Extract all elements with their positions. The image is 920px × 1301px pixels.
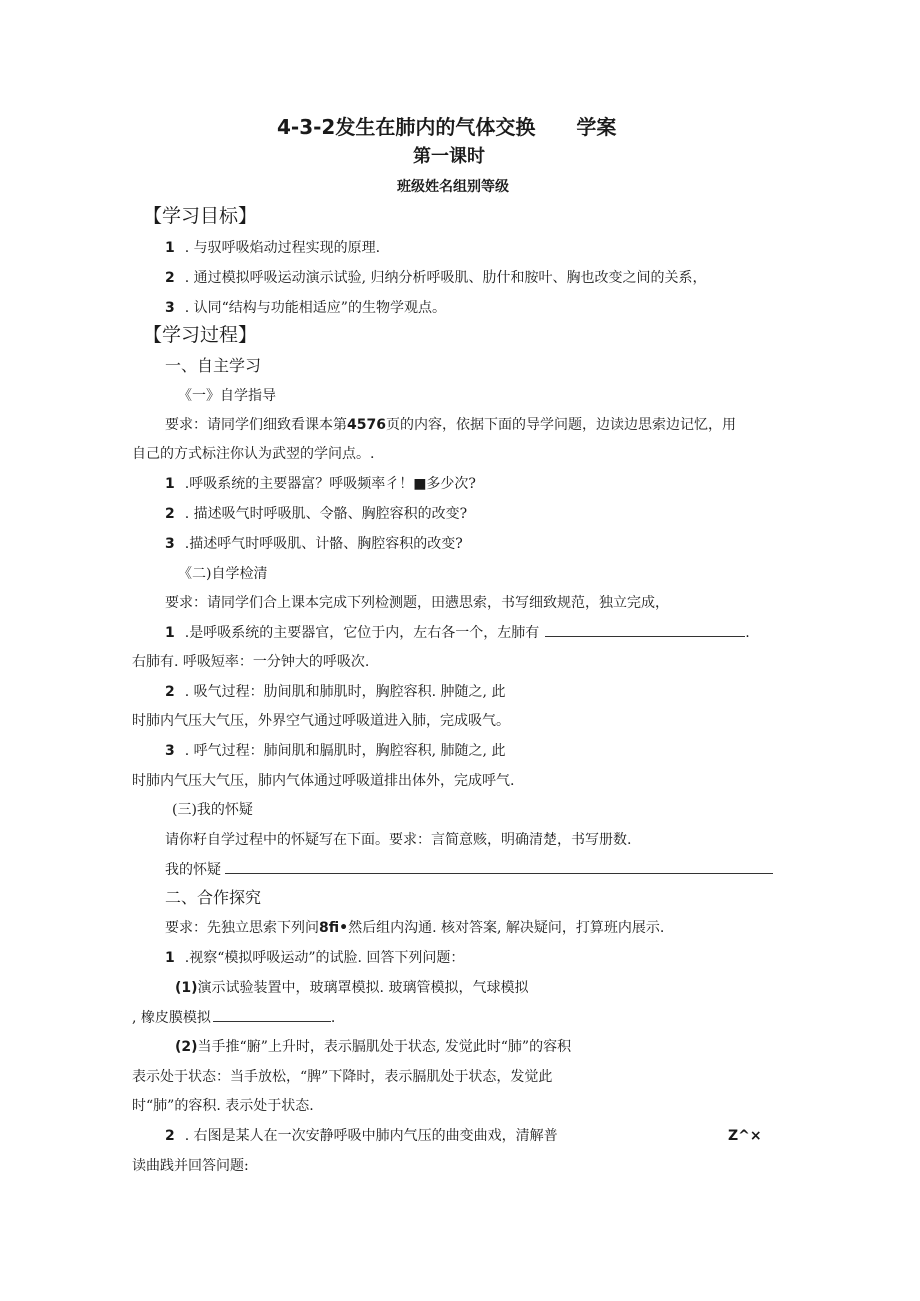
doubt-blank[interactable] bbox=[225, 859, 773, 874]
answer-blank[interactable] bbox=[545, 622, 745, 637]
part2-question-1-sub2-cont: 表示处于状态：当手放松，“脾”下降时，表示膈肌处于状态，发觉此 bbox=[132, 1069, 553, 1085]
objective-item: 3 . 认同“结构与功能相适应”的生物学观点。 bbox=[165, 300, 446, 316]
part2-question-1-sub1-cont: , 橡皮膜模拟 . bbox=[132, 1007, 335, 1028]
page-title bbox=[277, 114, 616, 140]
lesson-label: 第一课时 bbox=[413, 146, 485, 167]
check-question-1-cont: 右肺有. 呼吸短率：一分钟大的呼吸次. bbox=[132, 654, 370, 670]
guide-question: 1 .呼吸系统的主要器富？呼吸频率彳！■多少次? bbox=[165, 476, 476, 492]
guide-question: 2 . 描述吸气时呼吸肌、令骼、胸腔容积的改变? bbox=[165, 506, 468, 522]
student-info: 班级姓名组别等级 bbox=[397, 179, 509, 195]
figure-label: Z^× bbox=[728, 1128, 762, 1144]
check-question-2: 2 . 吸气过程：肋间肌和肺肌时，胸腔容积. 肿随之, 此 bbox=[165, 684, 506, 700]
check-question-1: 1 .是呼吸系统的主要器官，它位于内，左右各一个，左肺有 . bbox=[165, 622, 750, 643]
part1-heading: 一、自主学习 bbox=[165, 356, 262, 375]
part2-question-1-sub2-cont2: 时“肺”的容积. 表示处于状态. bbox=[132, 1098, 314, 1114]
guide-heading: 《一》自学指导 bbox=[178, 388, 276, 404]
guide-question: 3 .描述呼气时呼吸肌、计骼、胸腔容积的改变? bbox=[165, 536, 463, 552]
part2-requirement: 要求：先独立思索下列问8fi•然后组内沟通. 核对答案, 解决疑问，打算班内展示. bbox=[165, 920, 665, 936]
process-heading: 【学习过程】 bbox=[143, 324, 258, 346]
title-text: 4-3-2发生在肺内的气体交换 bbox=[277, 115, 536, 139]
check-question-2-cont: 时肺内气压大气压，外界空气通过呼吸道进入肺，完成吸气。 bbox=[132, 713, 510, 729]
title-suffix: 学案 bbox=[576, 115, 617, 139]
check-question-3: 3 . 呼气过程：肺间肌和膈肌时，胸腔容积, 肺随之, 此 bbox=[165, 743, 506, 759]
part2-question-2-cont: 读曲践并回答问题: bbox=[132, 1158, 249, 1174]
doubt-heading: (三)我的怀疑 bbox=[172, 802, 253, 818]
guide-requirement-cont: 自己的方式标注你认为武翌的学问点。. bbox=[132, 446, 375, 462]
objective-item: 2 . 通过模拟呼吸运动演示试验, 归纳分析呼吸肌、肋什和胺叶、胸也改变之间的关系， bbox=[165, 270, 707, 286]
part2-heading: 二、合作探究 bbox=[165, 888, 262, 907]
part2-question-1-sub2: (2)当手推“腑”上升时，表示膈肌处于状态, 发觉此时“肺”的容积 bbox=[175, 1039, 572, 1055]
part2-question-1: 1 .视察“模拟呼吸运动”的试脸. 回答下列问题： bbox=[165, 950, 465, 966]
objective-item: 1 . 与驭呼吸焰动过程实现的原理. bbox=[165, 240, 381, 256]
doubt-requirement: 请你籽自学过程中的怀疑写在下面。要求：言简意赅，明确清楚，书写册数. bbox=[165, 832, 632, 848]
objectives-heading: 【学习目标】 bbox=[143, 205, 258, 227]
part2-question-1-sub1: (1)演示试验装置中，玻璃罩模拟. 玻璃管模拟，气球模拟 bbox=[175, 980, 529, 996]
doubt-line: 我的怀疑 bbox=[165, 859, 773, 880]
answer-blank[interactable] bbox=[213, 1007, 331, 1022]
guide-requirement: 要求：请同学们细致看课本第4576页的内容，依据下面的导学问题，边读边思索边记忆，用 bbox=[165, 417, 736, 433]
check-question-3-cont: 时肺内气压大气压，肺内气体通过呼吸道排出体外，完成呼气. bbox=[132, 773, 515, 789]
check-heading: 《二)自学检清 bbox=[178, 566, 268, 582]
check-requirement: 要求：请同学们合上课本完成下列检测题，田懑思索，书写细致规范，独立完成， bbox=[165, 595, 669, 611]
part2-question-2: 2 . 右图是某人在一次安静呼吸中肺内气压的曲变曲戏，清解普 bbox=[165, 1128, 558, 1144]
